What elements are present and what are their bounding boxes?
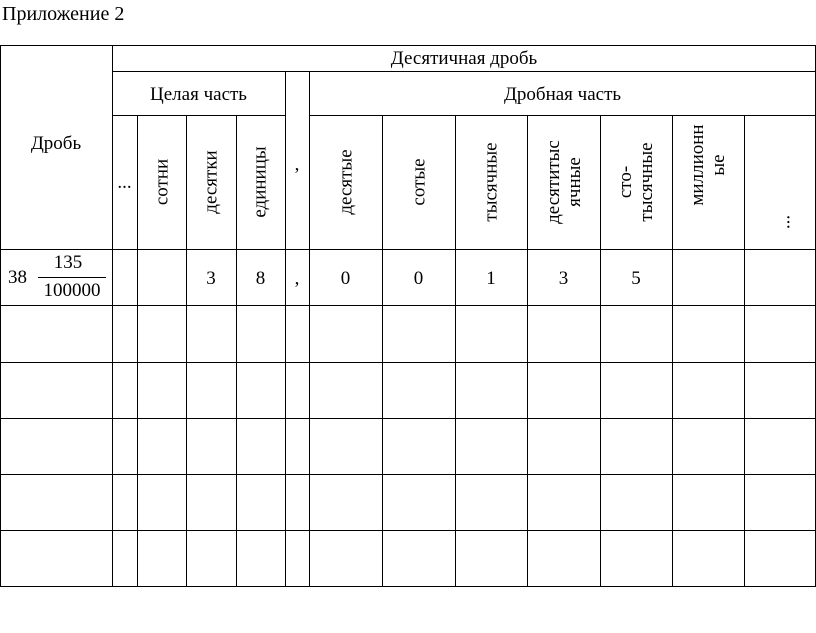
whole-col-more: ...: [117, 172, 132, 193]
frac-col-ten-thousandths: [543, 140, 585, 224]
row-line-4: [0, 474, 816, 475]
frac-col-hundred-thousandths: [615, 142, 657, 221]
fractional-part-header: Дробная часть: [503, 84, 622, 105]
col-line-3: [236, 115, 237, 587]
col-line-9: [600, 115, 601, 587]
frac-col-ten-thousandths-line2: ячные: [564, 157, 585, 207]
frac-col-hundred-thousandths-line2: тысячные: [636, 142, 657, 222]
frac-col-ten-thousandths-line1: десятитыс: [543, 140, 564, 224]
frac-col-tenths: [336, 149, 357, 214]
row-line-2: [0, 362, 816, 363]
cell-units: 8: [255, 268, 266, 289]
drob-header: Дробь: [30, 133, 82, 154]
frac-col-hundred-thousandths-line1: сто-: [615, 165, 636, 199]
frac-col-hundredths: [409, 158, 430, 205]
frac-col-thousandths: [481, 142, 502, 221]
whole-col-hundreds: сотни: [151, 158, 173, 206]
col-line-7: [455, 115, 456, 587]
row-line-5: [0, 530, 816, 531]
whole-part-header: Целая часть: [150, 84, 247, 105]
fraction-bar: [38, 277, 106, 278]
cell-ten-thousandths: 3: [558, 268, 569, 289]
col-line-drob: [112, 45, 113, 587]
comma-header: ,: [294, 154, 300, 175]
fraction-numerator: 135: [53, 252, 83, 273]
frac-col-more-label: ...: [773, 214, 795, 230]
fraction-whole: 38: [8, 267, 27, 288]
col-line-4: [285, 71, 286, 587]
decimal-header-underline: [112, 71, 816, 72]
fractional-part-underline: [309, 115, 816, 116]
frac-col-millionths-line2: ые: [708, 154, 729, 176]
col-line-11: [744, 115, 745, 587]
frac-col-tenths-label: десятые: [335, 149, 357, 215]
table-border-bottom: [0, 586, 816, 587]
whole-col-units: единицы: [249, 146, 271, 218]
col-line-2: [186, 115, 187, 587]
cell-comma: ,: [294, 268, 300, 289]
frac-col-thousandths-label: тысячные: [480, 142, 502, 222]
example-fraction: [8, 252, 108, 302]
appendix-label: Приложение 2: [2, 3, 125, 25]
cell-tens: 3: [206, 268, 216, 289]
col-line-6: [382, 115, 383, 587]
frac-col-millionths: [687, 124, 729, 205]
table-border-top: [0, 45, 816, 46]
table-border-left: [0, 45, 1, 587]
frac-col-more: [774, 215, 795, 229]
whole-col-tens: десятки: [200, 150, 222, 214]
cell-tenths: 0: [340, 268, 351, 289]
col-line-5: [309, 71, 310, 587]
header-bottom-line: [0, 249, 816, 250]
cell-hundred-thousandths: 5: [631, 268, 641, 289]
col-line-8: [527, 115, 528, 587]
frac-col-millionths-line1: миллионн: [687, 124, 708, 206]
row-line-1: [0, 305, 816, 306]
cell-thousandths: 1: [486, 268, 496, 289]
cell-hundredths: 0: [413, 268, 424, 289]
decimal-header: Десятичная дробь: [390, 48, 538, 69]
frac-col-hundredths-label: сотые: [408, 158, 430, 206]
fraction-denominator: 100000: [43, 280, 101, 301]
col-line-1: [137, 115, 138, 587]
col-line-10: [672, 115, 673, 587]
row-line-3: [0, 418, 816, 419]
